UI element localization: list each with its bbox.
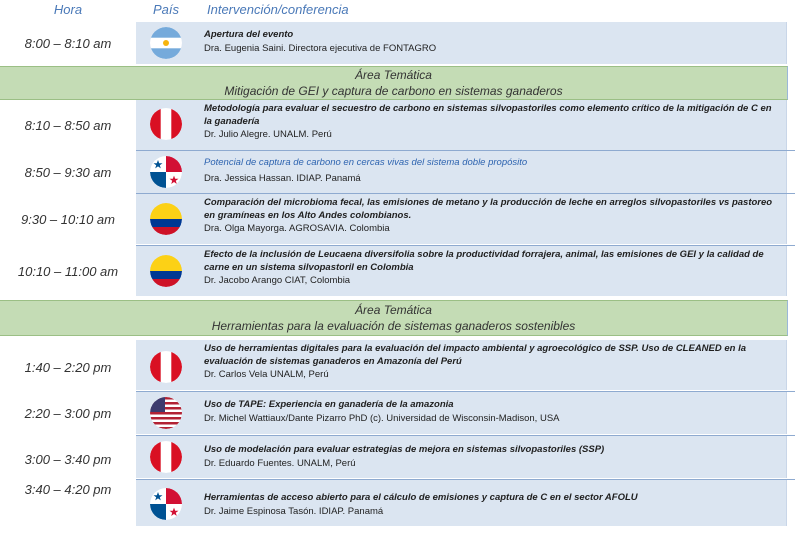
- time-label: 3:40 – 4:20 pm: [24, 482, 112, 497]
- header-pais: País: [152, 2, 179, 17]
- area-label: Área Temática: [355, 303, 432, 317]
- session-title: Metodología para evaluar el secuestro de carbono en sistemas silvopastoriles como elemento crítico de la mitigación de C en la ganadería: [204, 103, 772, 127]
- time-label: 3:00 – 3:40 pm: [24, 452, 112, 467]
- panama-flag-icon: [150, 488, 182, 520]
- argentina-flag-icon: [150, 27, 182, 59]
- header-hora: Hora: [53, 2, 83, 17]
- time-label: 8:50 – 9:30 am: [24, 165, 112, 180]
- session-speaker: Dr. Eduardo Fuentes. UNALM, Perú: [204, 457, 356, 469]
- session-content: [196, 100, 787, 150]
- session-title[interactable]: Potencial de captura de carbono en cercas vivas del sistema doble propósito: [204, 157, 528, 168]
- panama-flag-icon: [150, 156, 182, 188]
- flag-cell: [136, 436, 196, 478]
- header-intervencion: Intervención/conferencia: [207, 2, 349, 17]
- session-content: [196, 151, 787, 193]
- session-content: [196, 22, 787, 64]
- session-title: Apertura del evento: [204, 29, 294, 40]
- agenda-row: [0, 100, 787, 150]
- session-speaker: Dr. Jacobo Arango CIAT, Colombia: [204, 275, 351, 286]
- agenda-row: [0, 151, 787, 193]
- flag-cell: [136, 100, 196, 150]
- time-label: 2:20 – 3:00 pm: [24, 406, 112, 421]
- session-title: Uso de modelación para evaluar estrategias de mejora en sistemas silvopastoriles (SSP): [204, 444, 605, 455]
- colombia-flag-icon: [150, 255, 182, 287]
- peru-flag-icon: [150, 108, 182, 140]
- time-label: 1:40 – 2:20 pm: [24, 360, 112, 375]
- session-title: Herramientas de acceso abierto para el cálculo de emisiones y captura de C en el sector AFOLU: [204, 492, 638, 503]
- session-title: Uso de herramientas digitales para la evaluación del impacto ambiental y agroecológico de SSP. Uso de CLEANED en la evaluación de sistemas ganaderos en Amazonía del Perú: [204, 343, 747, 367]
- session-speaker: Dra. Jessica Hassan. IDIAP. Panamá: [204, 172, 361, 184]
- flag-cell: [136, 151, 196, 193]
- area-name: Herramientas para la evaluación de sistemas ganaderos sostenibles: [211, 319, 576, 333]
- flag-cell: [136, 480, 196, 526]
- peru-flag-icon: [150, 351, 182, 383]
- session-title: Uso de TAPE: Experiencia en ganadería de la amazonia: [204, 399, 454, 410]
- agenda-row: [0, 246, 787, 296]
- flag-cell: [136, 340, 196, 390]
- area-banner-2: [0, 300, 788, 336]
- time-label: 9:30 – 10:10 am: [21, 212, 115, 227]
- agenda-row: [0, 480, 787, 526]
- time-label: 10:10 – 11:00 am: [17, 264, 119, 279]
- session-content: [196, 246, 787, 296]
- agenda-row: [0, 392, 787, 434]
- area-name: Mitigación de GEI y captura de carbono en sistemas ganaderos: [224, 84, 563, 98]
- agenda-row: [0, 340, 787, 390]
- session-speaker: Dr. Jaime Espinosa Tasón. IDIAP. Panamá: [204, 505, 384, 517]
- peru-flag-icon: [150, 441, 182, 473]
- flag-cell: [136, 194, 196, 244]
- session-speaker: Dra. Eugenia Saini. Directora ejecutiva de FONTAGRO: [204, 42, 437, 54]
- agenda-row: [0, 436, 787, 478]
- session-title: Comparación del microbioma fecal, las emisiones de metano y la producción de leche en arreglos silvopastoriles vs pastoreo en gramíneas en los Alto Andes colombianos.: [204, 197, 773, 221]
- time-label: 8:00 – 8:10 am: [24, 36, 112, 51]
- session-content: [196, 480, 787, 526]
- area-label: Área Temática: [355, 68, 432, 82]
- agenda-row: [0, 194, 787, 244]
- usa-flag-icon: [150, 397, 182, 429]
- session-content: [196, 340, 787, 390]
- session-speaker: Dr. Michel Wattiaux/Dante Pizarro PhD (c). Universidad de Wisconsin-Madison, USA: [204, 412, 560, 424]
- session-speaker: Dr. Carlos Vela UNALM, Perú: [204, 369, 329, 380]
- flag-cell: [136, 22, 196, 64]
- session-content: [196, 392, 787, 434]
- session-content: [196, 194, 787, 244]
- area-banner-1: [0, 66, 788, 100]
- time-label: 8:10 – 8:50 am: [24, 118, 112, 133]
- session-speaker: Dr. Julio Alegre. UNALM. Perú: [204, 129, 332, 140]
- flag-cell: [136, 246, 196, 296]
- flag-cell: [136, 392, 196, 434]
- colombia-flag-icon: [150, 203, 182, 235]
- session-title: Efecto de la inclusión de Leucaena diversifolia sobre la productividad forrajera, animal, las emisiones de GEI y la calidad de carne en un sistema silvopastoril en Colombia: [204, 249, 764, 273]
- session-content: [196, 436, 787, 478]
- agenda-row-opening: [0, 22, 787, 64]
- session-speaker: Dra. Olga Mayorga. AGROSAVIA. Colombia: [204, 223, 390, 234]
